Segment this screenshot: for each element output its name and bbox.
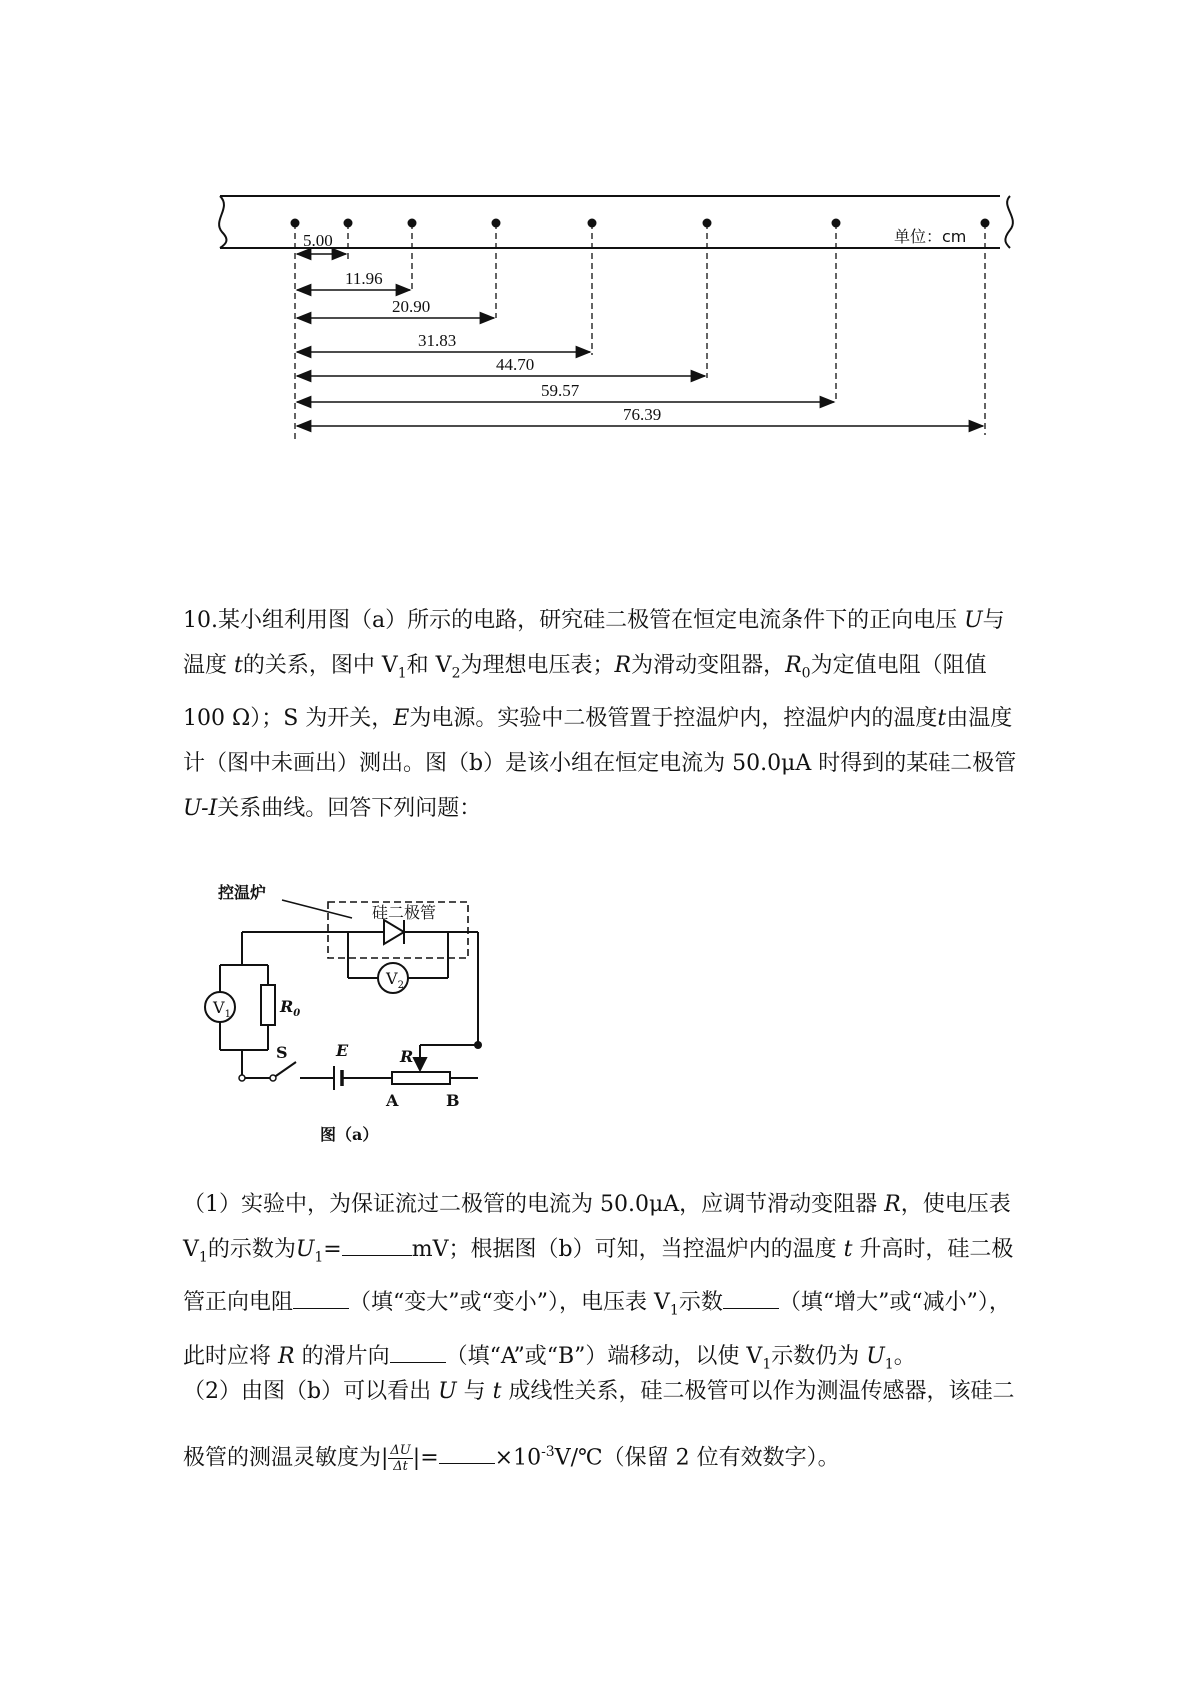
question-intro: 10.某小组利用图（a）所示的电路，研究硅二极管在恒定电流条件下的正向电压 U与温度 t的关系，图中 $V_1$和 $V_2$为理想电压表；R为滑动变阻器，$R_0$为定值电阻（阻值 100 Ω）；S 为开关，E为电源。实验中二极管置于控温炉内，控温炉内的温度t由温度计（图中未画出）测出。图（b）是该小组在恒定电流为 50.0μA 时得到的某硅二极管U-I关系曲线。回答下列问题：	[183, 608, 1017, 822]
switch-label: S	[276, 1043, 288, 1062]
end-a-label: A	[386, 1091, 399, 1110]
end-b-label: B	[446, 1091, 460, 1110]
answer-blank-direction[interactable]	[390, 1344, 446, 1363]
figure-caption: 图（a）	[320, 1125, 379, 1144]
v2-label: $V_2$	[386, 969, 404, 991]
answer-blank-v1-change[interactable]	[723, 1290, 779, 1309]
source-label: E	[336, 1041, 349, 1060]
distance-label: 20.90	[392, 297, 431, 316]
sensitivity-fraction: $\frac{\Delta U}{\Delta t}$	[390, 1442, 411, 1474]
distance-label: 44.70	[496, 355, 535, 374]
answer-blank-sensitivity[interactable]	[439, 1445, 495, 1464]
rheostat-label: R	[400, 1047, 414, 1066]
part-2: （2）由图（b）可以看出 U 与 t 成线性关系，硅二极管可以作为测温传感器，该硅二极管的测温灵敏度为| $\frac{\Delta U}{\Delta t}$ |= $\times 10^{-3}V/℃$（保留 2 位有效数字）。	[183, 1379, 1015, 1474]
r0-label: $R_0$	[280, 997, 301, 1019]
distance-label: 76.39	[623, 405, 662, 424]
distance-label: 31.83	[418, 331, 457, 350]
v1-label: $V_1$	[213, 998, 231, 1020]
part-1: （1）实验中，为保证流过二极管的电流为 50.0μA，应调节滑动变阻器 R，使电压表 $V_1$的示数为$U_1=$ mV；根据图（b）可知，当控温炉内的温度 t 升高时，硅二极管正向电阻 （填“变大”或“变小”），电压表 $V_1$示数 （填“增大”或“减小”），此时应将 R 的滑片向 （填“A”或“B”）端移动，以使 $V_1$示数仍为 $U_1$。	[183, 1192, 1014, 1373]
unit-label: 单位：cm	[894, 227, 967, 246]
distance-label: 5.00	[303, 231, 333, 250]
distance-label: 11.96	[345, 269, 383, 288]
distance-label: 59.57	[541, 381, 580, 400]
answer-blank-resistance[interactable]	[293, 1290, 349, 1309]
diode-label: 硅二极管	[372, 903, 437, 922]
answer-blank-u1[interactable]	[342, 1237, 412, 1256]
furnace-label: 控温炉	[218, 883, 267, 902]
